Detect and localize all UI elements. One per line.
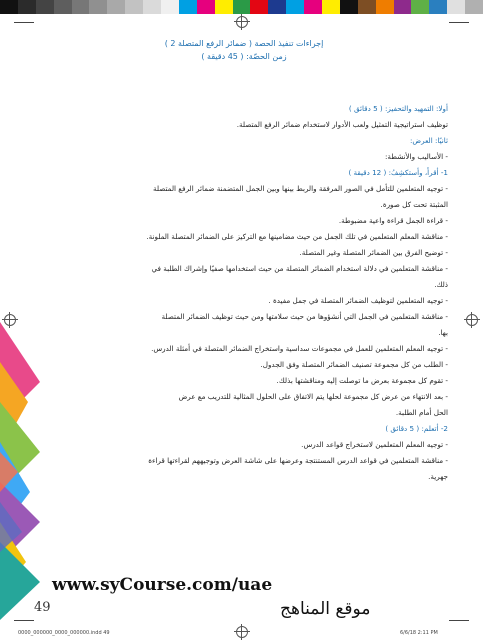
color-swatch [429,0,447,14]
registration-mark-icon [236,16,248,28]
color-swatch [215,0,233,14]
text-line: - بعد الانتهاء من عرض كل مجموعة لحلها يتم الاتفاق على الحلول المثالية للتدريب مع عرض [178,392,448,401]
text-line: - الأساليب والأنشطة: [384,152,448,161]
text-line: - توضيح الفرق بين الضمائر المتصلة وغير المتصلة. [299,248,448,257]
color-swatch [161,0,179,14]
text-line: - توجيه المعلم المتعلمين للعمل في مجموعات سداسية واستخراج الضمائر المتصلة في أمثلة الدرس. [151,344,448,353]
page-title: إجراءات تنفيذ الحصة ( ضمائر الرفع المتصلة 2 ) [164,39,324,48]
text-line: - توجيه المتعلمين لتوظيف الضمائر المتصلة في جمل مفيدة . [268,296,448,305]
text-line: بها. [438,328,448,337]
color-calibration-bar [0,0,483,14]
text-line: - تقوم كل مجموعة بعرض ما توصلت إليه ومناقشتها بذلك. [276,376,448,385]
site-name-logo: موقع المناهج [280,599,371,619]
text-line: ثانيًا: العرض: [410,136,448,145]
text-line: - توجيه المتعلمين للتأمل في الصور المرفقة والربط بينها وبين الجمل المتضمنة ضمائر الرفع المتصلة [153,184,448,193]
color-swatch [143,0,161,14]
text-line: - مناقشة المعلم المتعلمين في تلك الجمل من حيث مضامينها مع التركيز على الضمائر المتصلة الملونة. [146,232,448,241]
color-swatch [36,0,54,14]
decorative-triangles [0,22,40,620]
color-swatch [447,0,465,14]
color-swatch [233,0,251,14]
color-swatch [322,0,340,14]
registration-mark-icon [236,626,248,638]
text-line: 2- أتعلم: ( 5 دقائق ) [385,424,448,433]
text-line: جهرية. [428,472,448,481]
text-line: - مناقشة المتعلمين في دلالة استخدام الضمائر المتصلة من حيث استخدامها صفيًا وإشراك الطلبة في [151,264,448,273]
color-swatch [72,0,90,14]
decorative-side-panel [0,22,40,620]
crop-mark [449,620,469,621]
color-swatch [465,0,483,14]
text-line: - الطلب من كل مجموعة تصنيف الضمائر المتصلة وفق الجدول. [260,360,448,369]
color-swatch [340,0,358,14]
color-swatch [18,0,36,14]
color-swatch [268,0,286,14]
color-swatch [197,0,215,14]
text-line: 1- أقرأُ، وأستكشِفُ: ( 12 دقيقة ) [348,168,448,177]
print-slug-date: 6/6/18 2:11 PM [400,630,438,636]
crop-mark [14,620,34,621]
color-swatch [89,0,107,14]
text-line: ذلك. [434,280,448,289]
color-swatch [376,0,394,14]
lesson-content [40,38,448,508]
text-line: - مناقشة المتعلمين في قواعد الدرس المستنتجة وعرضها على شاشة العرض وتوجيههم لقراءتها قراءة [148,456,448,465]
color-swatch [0,0,18,14]
color-swatch [179,0,197,14]
color-swatch [286,0,304,14]
text-line: - مناقشة المتعلمين في الجمل التي أنشؤوها من حيث سلامتها ومن حيث توظيف الضمائر المتصلة [161,312,448,321]
text-line: المثبتة تحت كل صورة. [380,200,448,209]
color-swatch [304,0,322,14]
color-swatch [54,0,72,14]
color-swatch [358,0,376,14]
text-line: الحل أمام الطلبة. [395,408,448,417]
text-line: - قراءة الجمل قراءة واعية مضبوطة. [338,216,448,225]
page-number: 49 [34,600,51,615]
color-swatch [394,0,412,14]
color-swatch [125,0,143,14]
color-swatch [250,0,268,14]
crop-mark [449,22,469,23]
website-url[interactable]: www.syCourse.com/uae [52,575,273,595]
text-line: - توجيه المعلم المتعلمين لاستخراج قواعد الدرس. [301,440,448,449]
color-swatch [411,0,429,14]
registration-mark-icon [466,314,478,326]
print-slug: 0000_000000_0000_000000.indd 49 [18,630,110,636]
color-swatch [107,0,125,14]
text-line: توظيف استراتيجية التمثيل ولعب الأدوار لاستخدام ضمائر الرفع المتصلة. [236,120,448,129]
text-line: أولا: التمهيد والتحفيز: ( 5 دقائق ) [348,104,448,113]
lesson-duration: زمن الحصّة: ( 45 دقيقة ) [201,52,287,61]
